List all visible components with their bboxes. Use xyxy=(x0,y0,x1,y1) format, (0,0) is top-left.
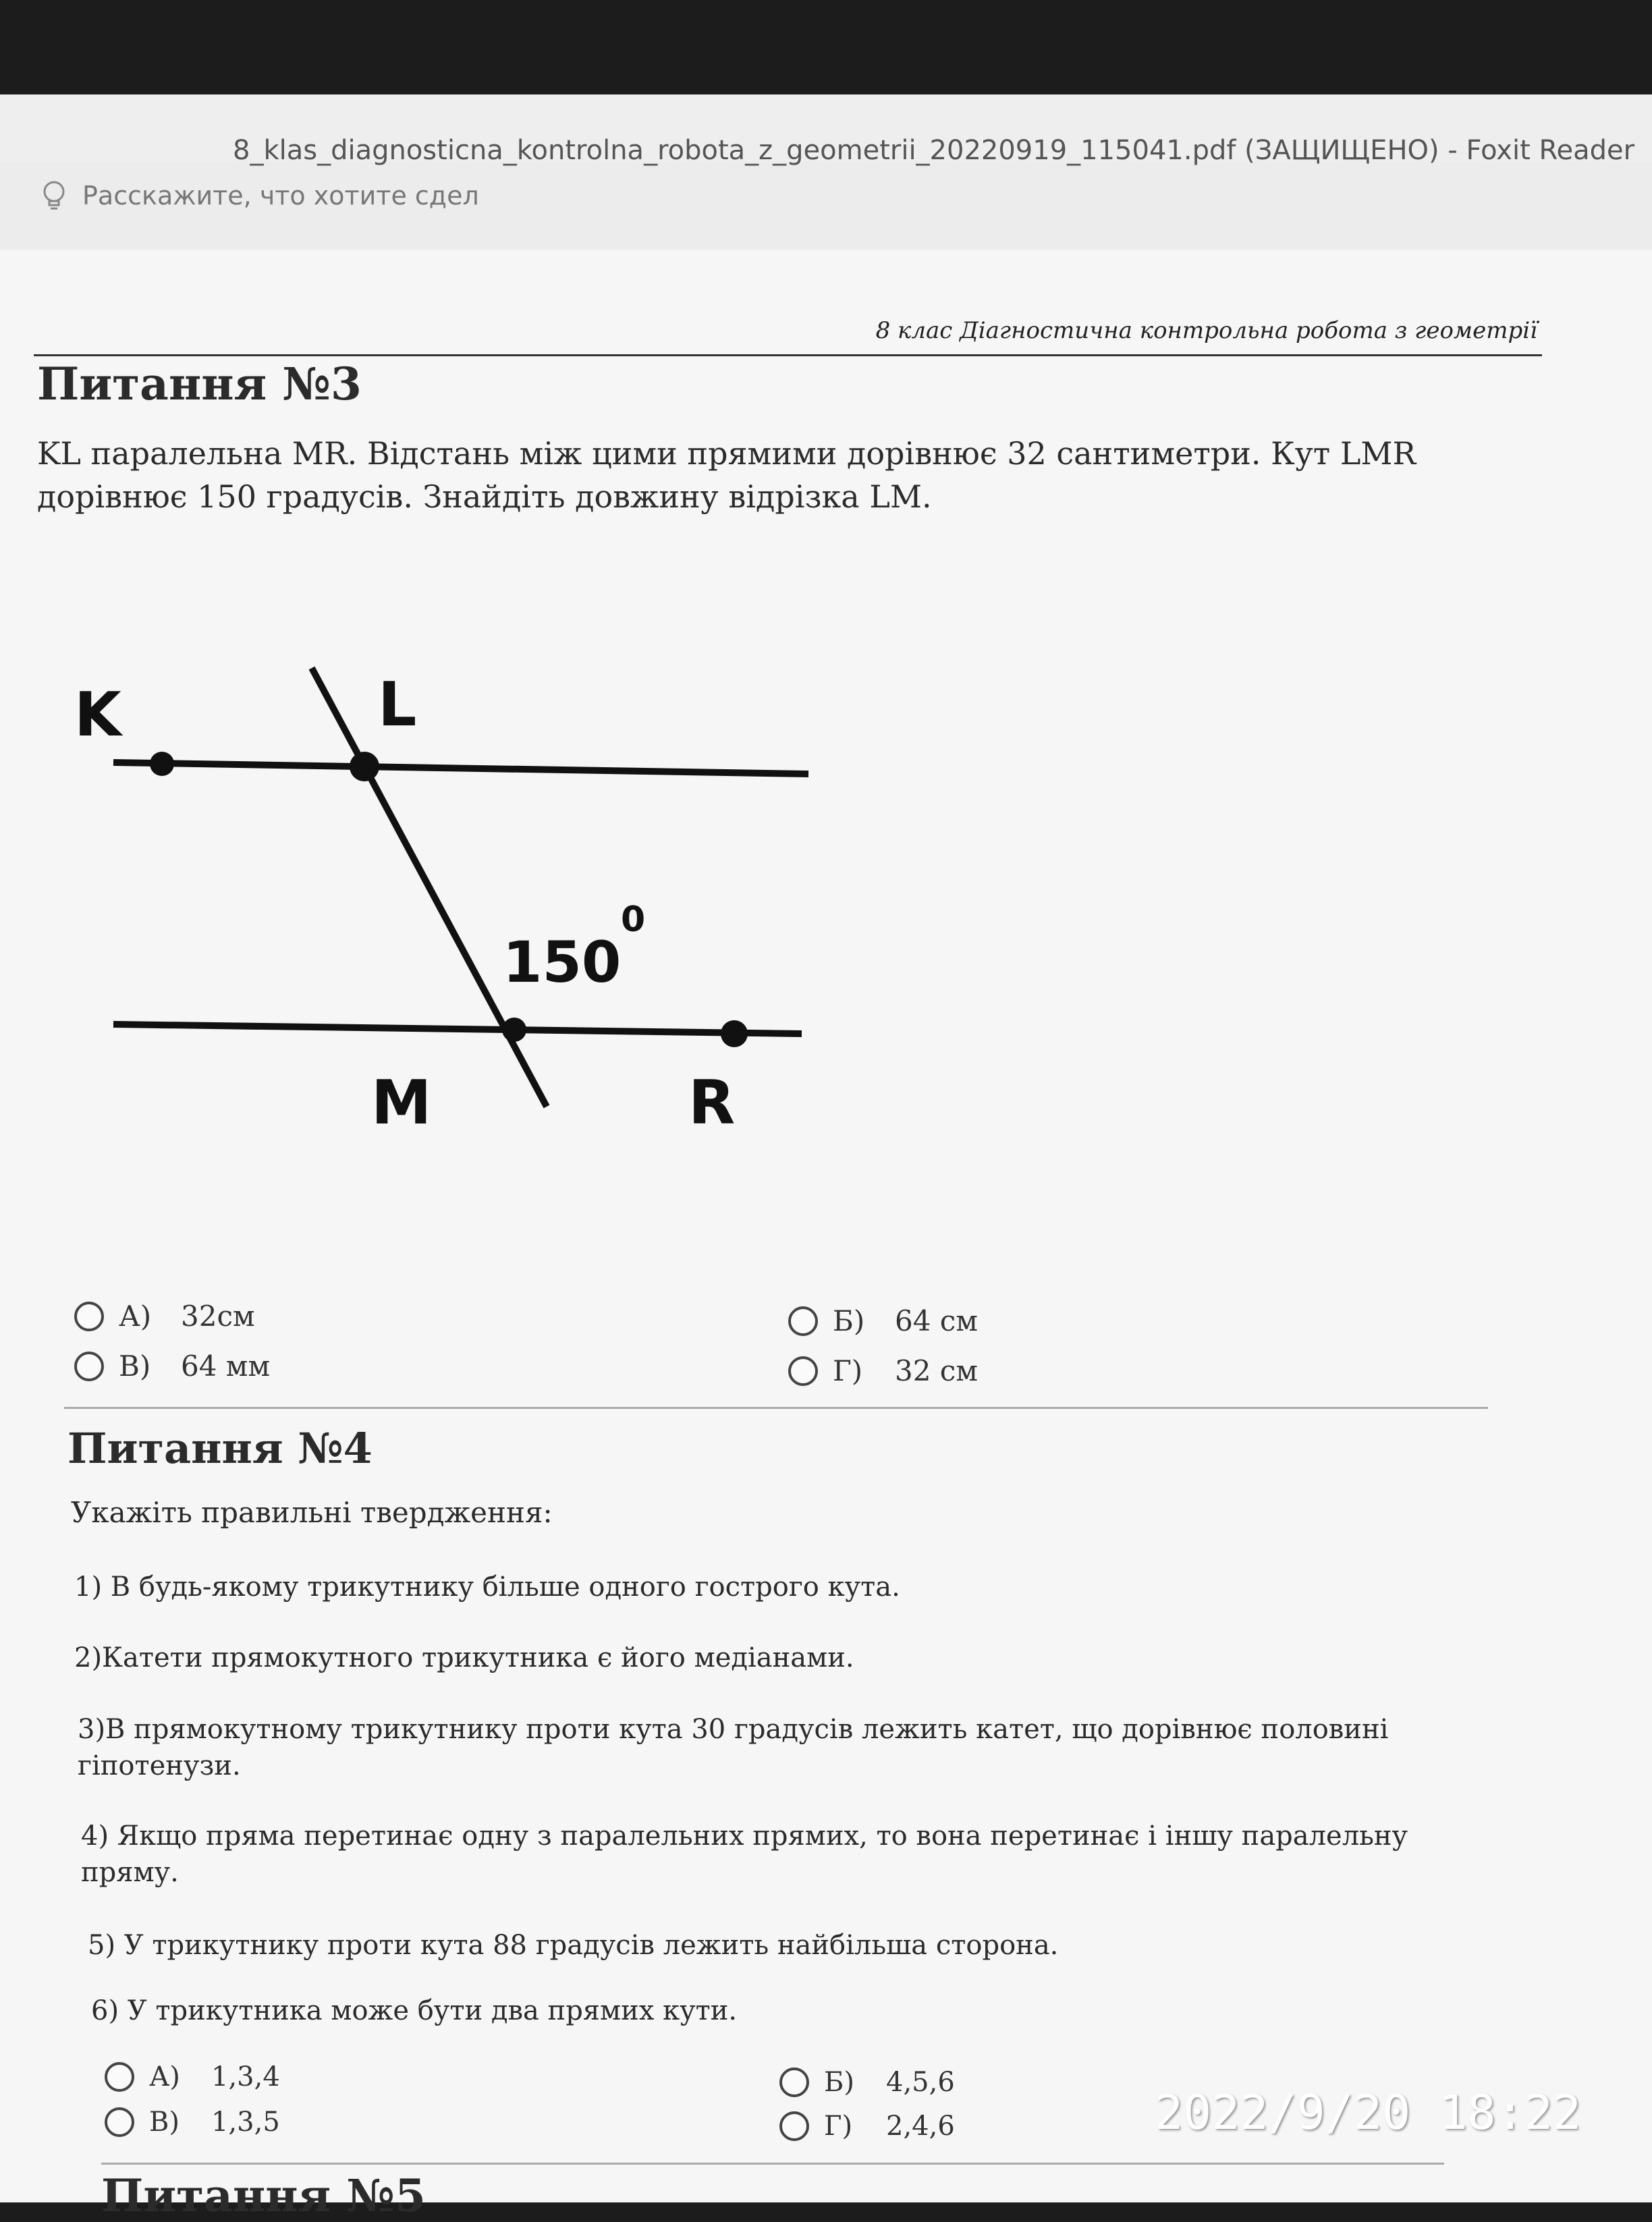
label-r: R xyxy=(688,1067,736,1134)
option-value: 4,5,6 xyxy=(886,2067,955,2098)
radio-icon[interactable] xyxy=(779,2111,809,2141)
question-3-text-line2: дорівнює 150 градусів. Знайдіть довжину відрізка LM. xyxy=(37,478,932,515)
option-letter: Б) xyxy=(824,2067,854,2098)
title-bar xyxy=(0,94,1652,166)
tell-me-search[interactable] xyxy=(40,175,648,216)
option-value: 64 см xyxy=(895,1304,978,1337)
radio-icon[interactable] xyxy=(105,2062,134,2092)
geometry-figure xyxy=(61,648,837,1134)
q3-option-a[interactable] xyxy=(74,1300,255,1333)
degree-mark: 0 xyxy=(621,899,646,940)
q3-option-c[interactable] xyxy=(74,1350,270,1383)
option-value: 1,3,5 xyxy=(211,2107,280,2138)
photo-timestamp: 2022/9/20 18:22 xyxy=(1154,2085,1581,2140)
label-k: K xyxy=(74,679,121,750)
option-letter: В) xyxy=(149,2107,180,2138)
option-letter: В) xyxy=(119,1350,151,1383)
question-5-title: Питання №5 xyxy=(101,2169,426,2222)
option-letter: Г) xyxy=(824,2111,853,2142)
statement-3: 3)В прямокутному трикутнику проти кута 30 градусів лежить катет, що дорівнює половині гіпотенузи. xyxy=(78,1714,1389,1781)
option-value: 32см xyxy=(181,1300,255,1333)
statement-1: 1) В будь-якому трикутнику більше одного гострого кута. xyxy=(74,1572,900,1603)
question-4-prompt: Укажіть правильні твердження: xyxy=(71,1496,553,1529)
question-divider xyxy=(64,1407,1488,1409)
option-letter: А) xyxy=(149,2061,180,2092)
q3-option-b[interactable] xyxy=(788,1304,978,1337)
option-value: 64 мм xyxy=(181,1350,271,1383)
radio-icon[interactable] xyxy=(788,1356,818,1386)
document-header-text: 8 клас Діагностична контрольна робота з геометрії xyxy=(875,317,1537,344)
option-value: 2,4,6 xyxy=(886,2111,955,2142)
point-l xyxy=(350,752,379,781)
question-3-title: Питання №3 xyxy=(37,358,362,410)
q4-option-d[interactable] xyxy=(779,2111,955,2142)
window-title: 8_klas_diagnosticna_kontrolna_robota_z_geometrii_20220919_115041.pdf (ЗАЩИЩЕНО) - Foxit Reader xyxy=(233,135,1635,166)
question-3-text-line1: KL паралельна MR. Відстань між цими прямими дорівнює 32 сантиметри. Кут LMR xyxy=(37,435,1416,472)
line-mr xyxy=(113,1024,802,1034)
point-k xyxy=(150,752,174,776)
q3-option-d[interactable] xyxy=(788,1354,978,1387)
angle-label: 150 xyxy=(503,929,622,995)
option-value: 1,3,4 xyxy=(211,2061,280,2092)
point-r xyxy=(721,1020,748,1047)
label-m: M xyxy=(371,1067,432,1134)
option-letter: Г) xyxy=(833,1354,863,1387)
lightbulb-icon xyxy=(40,179,67,212)
statement-4: 4) Якщо пряма перетинає одну з паралельних прямих, то вона перетинає і іншу паралельну пряму. xyxy=(81,1821,1408,1888)
pdf-page xyxy=(0,250,1652,2202)
option-letter: А) xyxy=(119,1300,152,1333)
radio-icon[interactable] xyxy=(779,2067,809,2097)
point-m xyxy=(502,1018,526,1042)
statement-5: 5) У трикутнику проти кута 88 градусів лежить найбільша сторона. xyxy=(88,1930,1059,1961)
q4-option-a[interactable] xyxy=(105,2061,280,2092)
option-letter: Б) xyxy=(833,1304,865,1337)
radio-icon[interactable] xyxy=(74,1352,104,1381)
question-4-title: Питання №4 xyxy=(67,1424,373,1473)
tell-me-placeholder: Расскажите, что хотите сдел xyxy=(82,181,479,211)
radio-icon[interactable] xyxy=(74,1302,104,1331)
statement-6: 6) У трикутника може бути два прямих кути. xyxy=(91,1995,738,2026)
header-rule-line xyxy=(34,354,1542,356)
line-kl xyxy=(113,762,808,774)
option-value: 32 см xyxy=(895,1354,978,1387)
q4-option-c[interactable] xyxy=(105,2107,280,2138)
question-divider-2 xyxy=(101,2163,1444,2165)
radio-icon[interactable] xyxy=(788,1306,818,1336)
radio-icon[interactable] xyxy=(105,2107,134,2137)
label-l: L xyxy=(378,669,417,740)
statement-2: 2)Катети прямокутного трикутника є його медіанами. xyxy=(74,1642,854,1673)
q4-option-b[interactable] xyxy=(779,2067,955,2098)
